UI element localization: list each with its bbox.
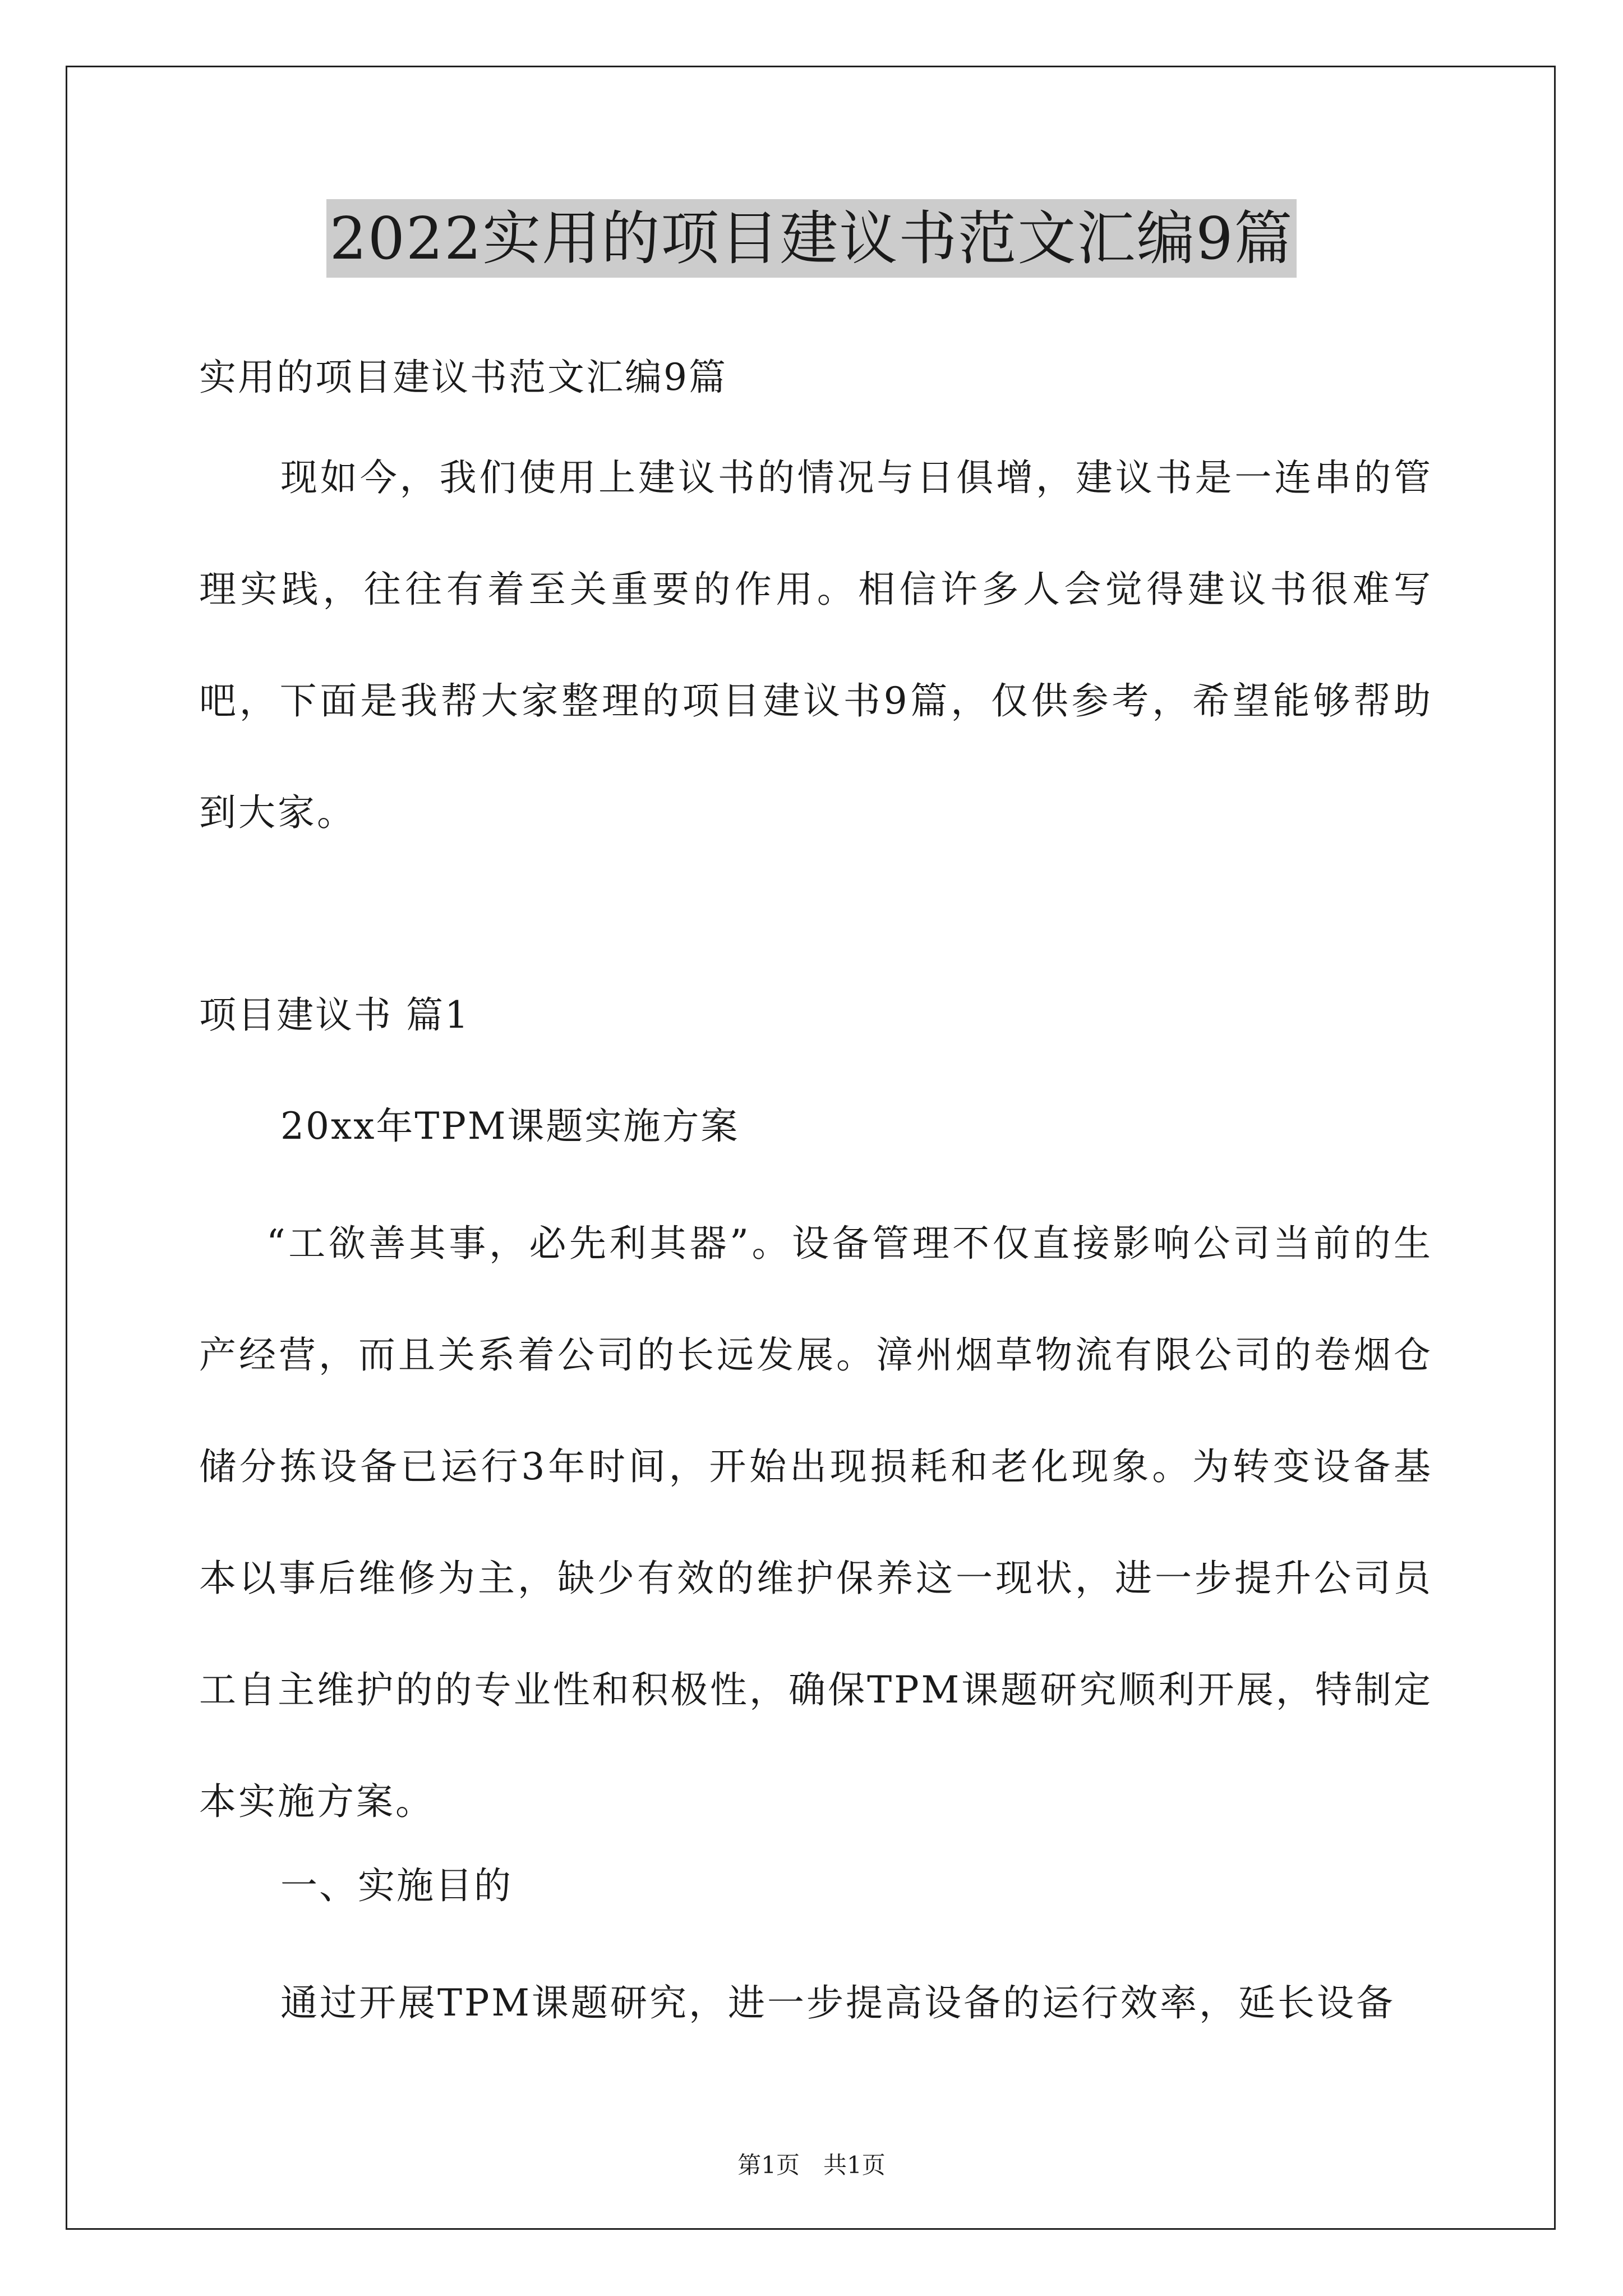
intro-paragraph: 现如今，我们使用上建议书的情况与日俱增，建议书是一连串的管理实践，往往有着至关重要的作用。相信许多人会觉得建议书很难写吧，下面是我帮大家整理的项目建议书9篇，仅供参考，希望能够帮助到大家。 <box>199 456 1433 834</box>
purpose-paragraph: 通过开展TPM课题研究，进一步提高设备的运行效率，延长设备 <box>280 1981 1396 2024</box>
title-container <box>0 199 1623 278</box>
page-footer: 第1页 共1页 <box>737 2151 886 2179</box>
section-heading: 项目建议书 篇1 <box>199 993 470 1037</box>
document-subtitle: 实用的项目建议书范文汇编9篇 <box>199 356 727 399</box>
body-paragraph: “工欲善其事，必先利其器”。设备管理不仅直接影响公司当前的生产经营，而且关系着公司的长远发展。漳州烟草物流有限公司的卷烟仓储分拣设备已运行3年时间，开始出现损耗和老化现象。为转变设备基本以事后维修为主，缺少有效的维护保养这一现状，进一步提升公司员工自主维护的的专业性和积极性，确保TPM课题研究顺利开展，特制定本实施方案。 <box>199 1222 1433 1823</box>
purpose-heading: 一、实施目的 <box>280 1864 513 1907</box>
document-title: 2022实用的项目建议书范文汇编9篇 <box>326 199 1297 278</box>
plan-title: 20xx年TPM课题实施方案 <box>280 1105 740 1148</box>
